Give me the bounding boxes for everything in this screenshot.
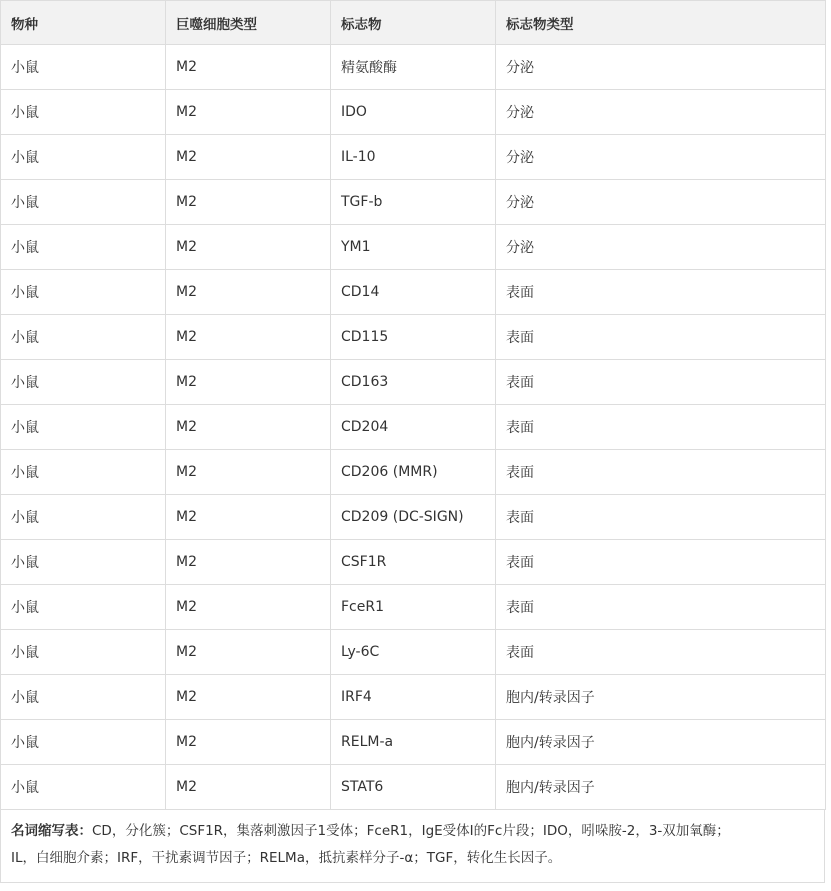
cell-marker-type: 表面 — [496, 495, 826, 540]
table-row — [1, 135, 826, 180]
cell-marker-type: 表面 — [496, 405, 826, 450]
cell-species: 小鼠 — [1, 45, 166, 90]
cell-marker-type: 表面 — [496, 585, 826, 630]
cell-species: 小鼠 — [1, 135, 166, 180]
cell-species: 小鼠 — [1, 315, 166, 360]
cell-species: 小鼠 — [1, 765, 166, 810]
cell-marker-type: 分泌 — [496, 135, 826, 180]
cell-marker: IDO — [331, 90, 496, 135]
cell-species: 小鼠 — [1, 180, 166, 225]
header-macrophage-type: 巨噬细胞类型 — [166, 1, 331, 45]
cell-species: 小鼠 — [1, 585, 166, 630]
footnote-line-1: CD，分化簇；CSF1R，集落刺激因子1受体；FceR1，IgE受体I的Fc片段；IDO，吲哚胺-2，3-双加氧酶； — [92, 823, 730, 839]
cell-species: 小鼠 — [1, 720, 166, 765]
cell-macrophage-type: M2 — [166, 720, 331, 765]
table-row — [1, 585, 826, 630]
table-row — [1, 225, 826, 270]
table-row — [1, 540, 826, 585]
cell-species: 小鼠 — [1, 675, 166, 720]
table-row — [1, 360, 826, 405]
table-body — [1, 45, 826, 810]
cell-macrophage-type: M2 — [166, 630, 331, 675]
table-row — [1, 180, 826, 225]
cell-marker-type: 表面 — [496, 360, 826, 405]
cell-marker-type: 表面 — [496, 540, 826, 585]
cell-macrophage-type: M2 — [166, 540, 331, 585]
cell-marker: CSF1R — [331, 540, 496, 585]
cell-macrophage-type: M2 — [166, 405, 331, 450]
footnote-label: 名词缩写表： — [11, 823, 92, 839]
cell-marker: CD115 — [331, 315, 496, 360]
cell-macrophage-type: M2 — [166, 225, 331, 270]
cell-marker-type: 表面 — [496, 630, 826, 675]
table-row — [1, 720, 826, 765]
cell-macrophage-type: M2 — [166, 270, 331, 315]
header-species: 物种 — [1, 1, 166, 45]
cell-marker-type: 表面 — [496, 270, 826, 315]
cell-macrophage-type: M2 — [166, 315, 331, 360]
cell-marker-type: 胞内/转录因子 — [496, 720, 826, 765]
cell-species: 小鼠 — [1, 270, 166, 315]
table-row — [1, 495, 826, 540]
cell-marker-type: 胞内/转录因子 — [496, 675, 826, 720]
cell-marker: Ly-6C — [331, 630, 496, 675]
cell-marker-type: 分泌 — [496, 90, 826, 135]
cell-marker: CD14 — [331, 270, 496, 315]
cell-marker-type: 分泌 — [496, 225, 826, 270]
cell-marker: FceR1 — [331, 585, 496, 630]
header-marker: 标志物 — [331, 1, 496, 45]
table-row — [1, 90, 826, 135]
cell-species: 小鼠 — [1, 225, 166, 270]
cell-macrophage-type: M2 — [166, 90, 331, 135]
table-row — [1, 315, 826, 360]
cell-species: 小鼠 — [1, 90, 166, 135]
cell-marker-type: 分泌 — [496, 45, 826, 90]
cell-marker: CD204 — [331, 405, 496, 450]
cell-macrophage-type: M2 — [166, 180, 331, 225]
abbreviation-footnote — [0, 810, 825, 883]
cell-macrophage-type: M2 — [166, 495, 331, 540]
table-row — [1, 765, 826, 810]
table-row — [1, 405, 826, 450]
cell-species: 小鼠 — [1, 630, 166, 675]
cell-marker-type: 表面 — [496, 315, 826, 360]
cell-species: 小鼠 — [1, 540, 166, 585]
cell-marker: 精氨酸酶 — [331, 45, 496, 90]
table-row — [1, 630, 826, 675]
cell-species: 小鼠 — [1, 495, 166, 540]
cell-marker: CD206 (MMR) — [331, 450, 496, 495]
cell-macrophage-type: M2 — [166, 765, 331, 810]
table-header-row — [1, 1, 826, 45]
cell-macrophage-type: M2 — [166, 675, 331, 720]
cell-marker: CD163 — [331, 360, 496, 405]
cell-marker-type: 胞内/转录因子 — [496, 765, 826, 810]
cell-marker: YM1 — [331, 225, 496, 270]
footnote-line-2: IL，白细胞介素；IRF，干扰素调节因子；RELMa，抵抗素样分子-α；TGF，转化生长因子。 — [11, 850, 562, 866]
cell-macrophage-type: M2 — [166, 360, 331, 405]
cell-species: 小鼠 — [1, 360, 166, 405]
cell-species: 小鼠 — [1, 405, 166, 450]
cell-marker: RELM-a — [331, 720, 496, 765]
cell-marker: CD209 (DC-SIGN) — [331, 495, 496, 540]
cell-macrophage-type: M2 — [166, 450, 331, 495]
cell-marker-type: 表面 — [496, 450, 826, 495]
cell-marker: IRF4 — [331, 675, 496, 720]
cell-marker: STAT6 — [331, 765, 496, 810]
cell-marker: IL-10 — [331, 135, 496, 180]
table-row — [1, 45, 826, 90]
table-row — [1, 450, 826, 495]
table-row — [1, 675, 826, 720]
cell-macrophage-type: M2 — [166, 45, 331, 90]
cell-marker-type: 分泌 — [496, 180, 826, 225]
cell-marker: TGF-b — [331, 180, 496, 225]
cell-species: 小鼠 — [1, 450, 166, 495]
cell-macrophage-type: M2 — [166, 585, 331, 630]
header-marker-type: 标志物类型 — [496, 1, 826, 45]
cell-macrophage-type: M2 — [166, 135, 331, 180]
table-row — [1, 270, 826, 315]
